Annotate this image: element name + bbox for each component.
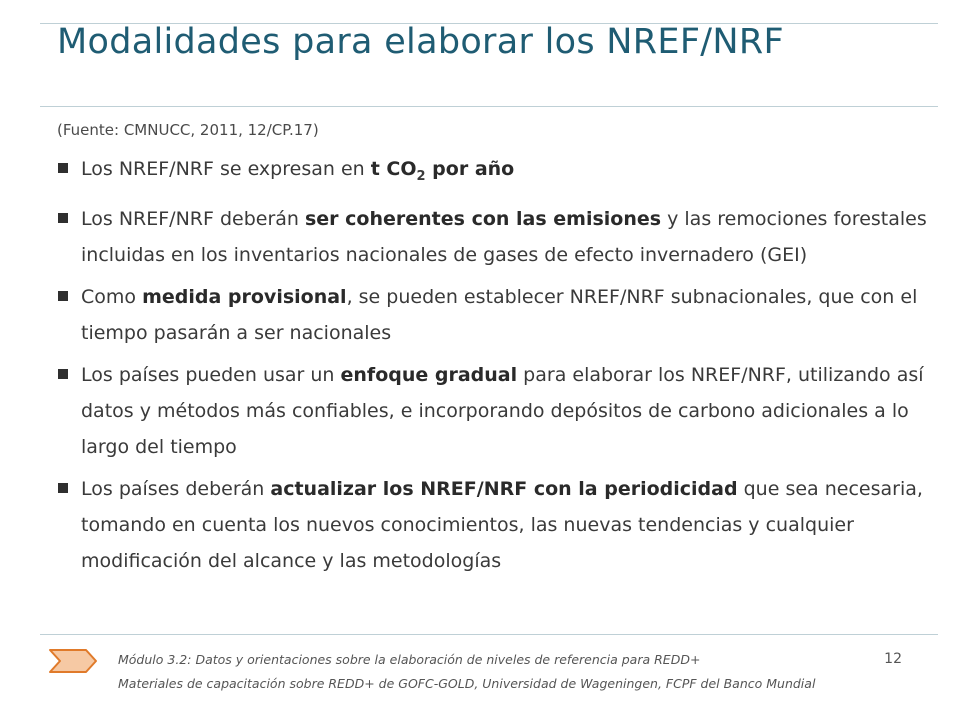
- bullet-item: [57, 357, 937, 465]
- bullet-text-run: para elaborar los NREF/NRF, utilizando así datos y métodos más confiables, e incorporando depósitos de carbono adicionales a lo largo del tiempo: [81, 363, 924, 458]
- bullet-emphasis: enfoque gradual: [340, 363, 518, 386]
- bullet-text-run: que sea necesaria, tomando en cuenta los nuevos conocimientos, las nuevas tendencias y cualquier modificación del alcance y las metodologías: [81, 477, 923, 572]
- bullet-text-run: Los países deberán: [81, 477, 271, 500]
- bullet-item: [57, 151, 937, 195]
- bullet-item: [57, 201, 937, 273]
- bullet-text-run: y las remociones forestales incluidas en los inventarios nacionales de gases de efecto invernadero (GEI): [81, 207, 927, 266]
- bullet-text-run: Los NREF/NRF se expresan en: [81, 158, 371, 180]
- square-bullet-icon: [58, 213, 68, 223]
- bullet-text: [81, 364, 924, 458]
- bullet-list: [57, 151, 937, 585]
- subscript: 2: [416, 168, 426, 184]
- chevron-arrow-icon: [48, 647, 98, 675]
- page-number: 12: [884, 651, 902, 667]
- bullet-text: [81, 286, 917, 344]
- bullet-item: [57, 471, 937, 579]
- bullet-text: [81, 158, 515, 184]
- bullet-text-run: Como: [81, 285, 143, 308]
- square-bullet-icon: [58, 291, 68, 301]
- title-rule: [40, 106, 938, 107]
- bullet-text-run: Los NREF/NRF deberán: [81, 207, 305, 230]
- bullet-emphasis: ser coherentes con las emisiones: [304, 207, 662, 230]
- bullet-emphasis: medida provisional: [142, 285, 347, 308]
- square-bullet-icon: [58, 369, 68, 379]
- slide-title: Modalidades para elaborar los NREF/NRF: [57, 22, 784, 62]
- footer-credits-text: Materiales de capacitación sobre REDD+ de GOFC-GOLD, Universidad de Wageningen, FCPF del Banco Mundial: [118, 676, 816, 691]
- bullet-text-run: Los países pueden usar un: [81, 363, 341, 386]
- bullet-text: [81, 208, 927, 266]
- bullet-text: [81, 478, 923, 572]
- bullet-emphasis: actualizar los NREF/NRF con la periodicidad: [270, 477, 738, 500]
- bullet-item: [57, 279, 937, 351]
- footer-module-text: Módulo 3.2: Datos y orientaciones sobre la elaboración de niveles de referencia para REDD+: [118, 652, 701, 667]
- bullet-emphasis: por año: [425, 158, 515, 180]
- source-citation: (Fuente: CMNUCC, 2011, 12/CP.17): [57, 121, 319, 139]
- square-bullet-icon: [58, 163, 68, 173]
- square-bullet-icon: [58, 483, 68, 493]
- bullet-text-run: , se pueden establecer NREF/NRF subnacionales, que con el tiempo pasarán a ser nacionales: [81, 285, 918, 344]
- footer-rule: [40, 634, 938, 635]
- bullet-emphasis: t CO: [370, 158, 417, 180]
